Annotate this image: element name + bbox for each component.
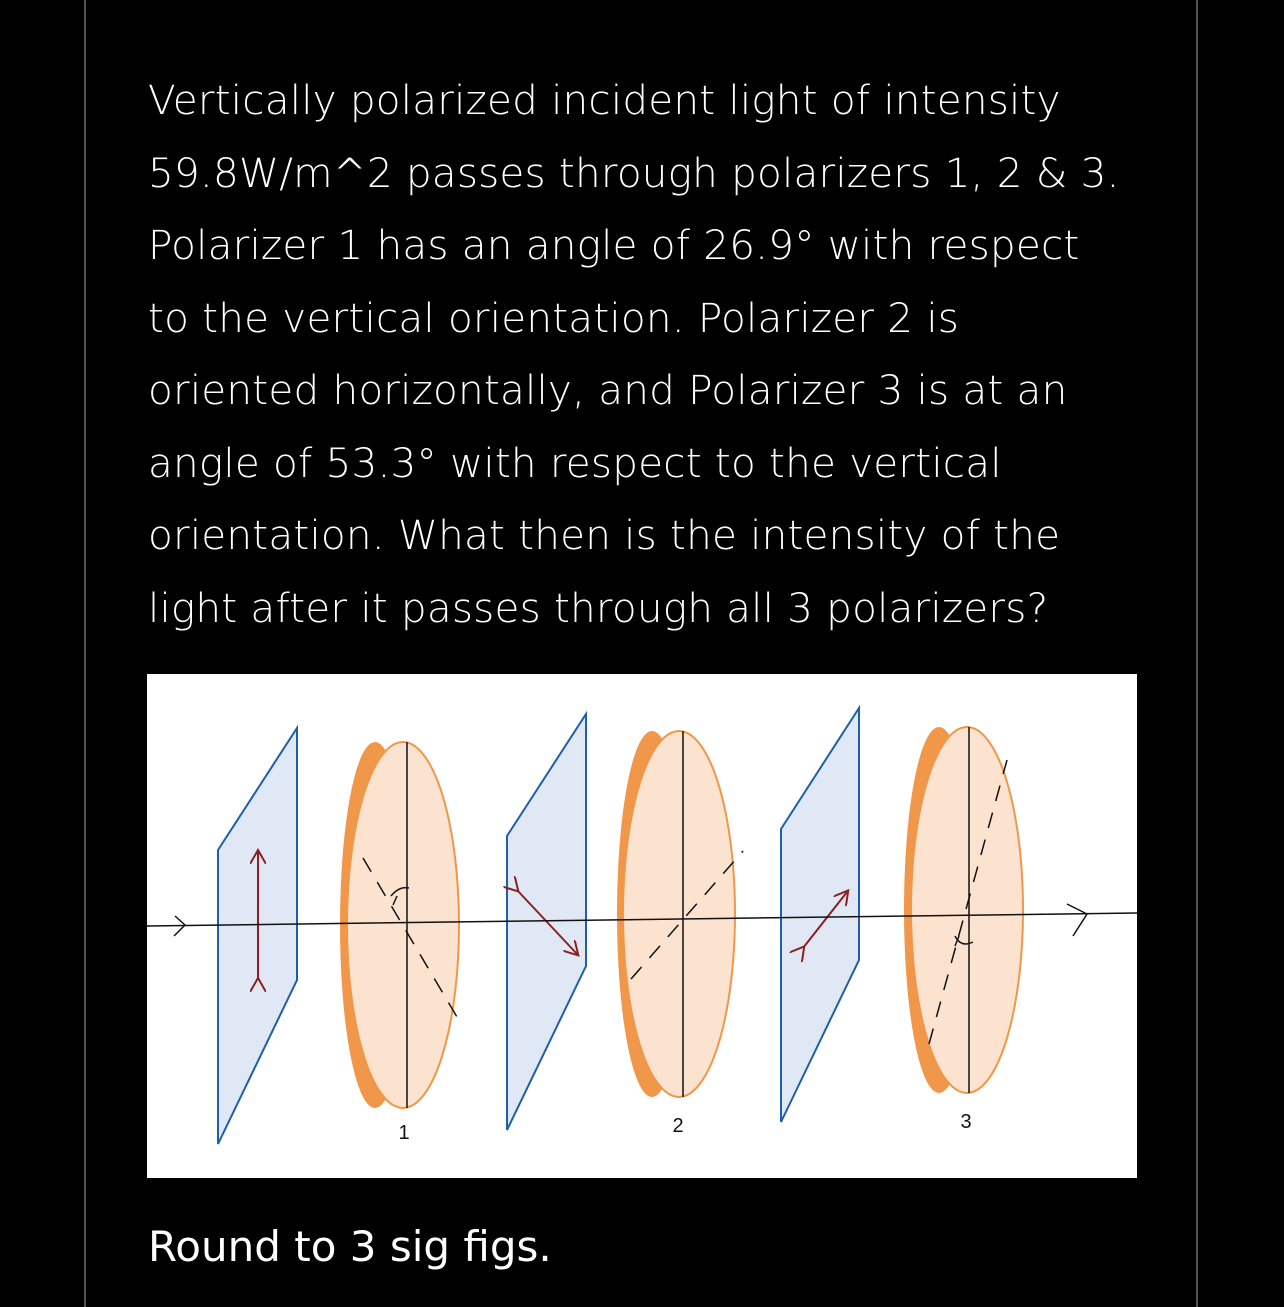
question-line: light after it passes through all 3 polarizers? (148, 583, 1049, 632)
polarizer-diagram-svg (147, 674, 1137, 1178)
polarizer-2 (617, 731, 743, 1097)
question-line: angle of 53.3° with respect to the vertical (148, 438, 1002, 487)
question-line: to the vertical orientation. Polarizer 2 is (148, 293, 960, 342)
polarization-plane-2 (781, 708, 859, 1122)
question-line: oriented horizontally, and Polarizer 3 is at an (148, 366, 1068, 414)
polarizer-label-3: 3 (960, 1111, 972, 1133)
question-line: Polarizer 1 has an angle of 26.9° with respect (148, 221, 1080, 269)
polarizer-3 (904, 727, 1023, 1093)
rounding-instruction: Round to 3 sig figs. (148, 1222, 552, 1271)
beam-arrow-out-icon (1067, 904, 1087, 936)
polarizer-diagram (147, 674, 1137, 1178)
polarizer-1 (340, 742, 459, 1108)
question-line: 59.8W/m^2 passes through polarizers 1, 2 & 3. (148, 148, 1120, 197)
polarizer-label-1: 1 (398, 1122, 410, 1144)
right-edge-line (1196, 0, 1198, 1307)
question-text (148, 64, 1148, 644)
question-line: orientation. What then is the intensity of the (148, 511, 1061, 559)
polarizer-label-2: 2 (672, 1115, 684, 1137)
left-edge-line (84, 0, 86, 1307)
question-line: Vertically polarized incident light of intensity (148, 76, 1061, 124)
